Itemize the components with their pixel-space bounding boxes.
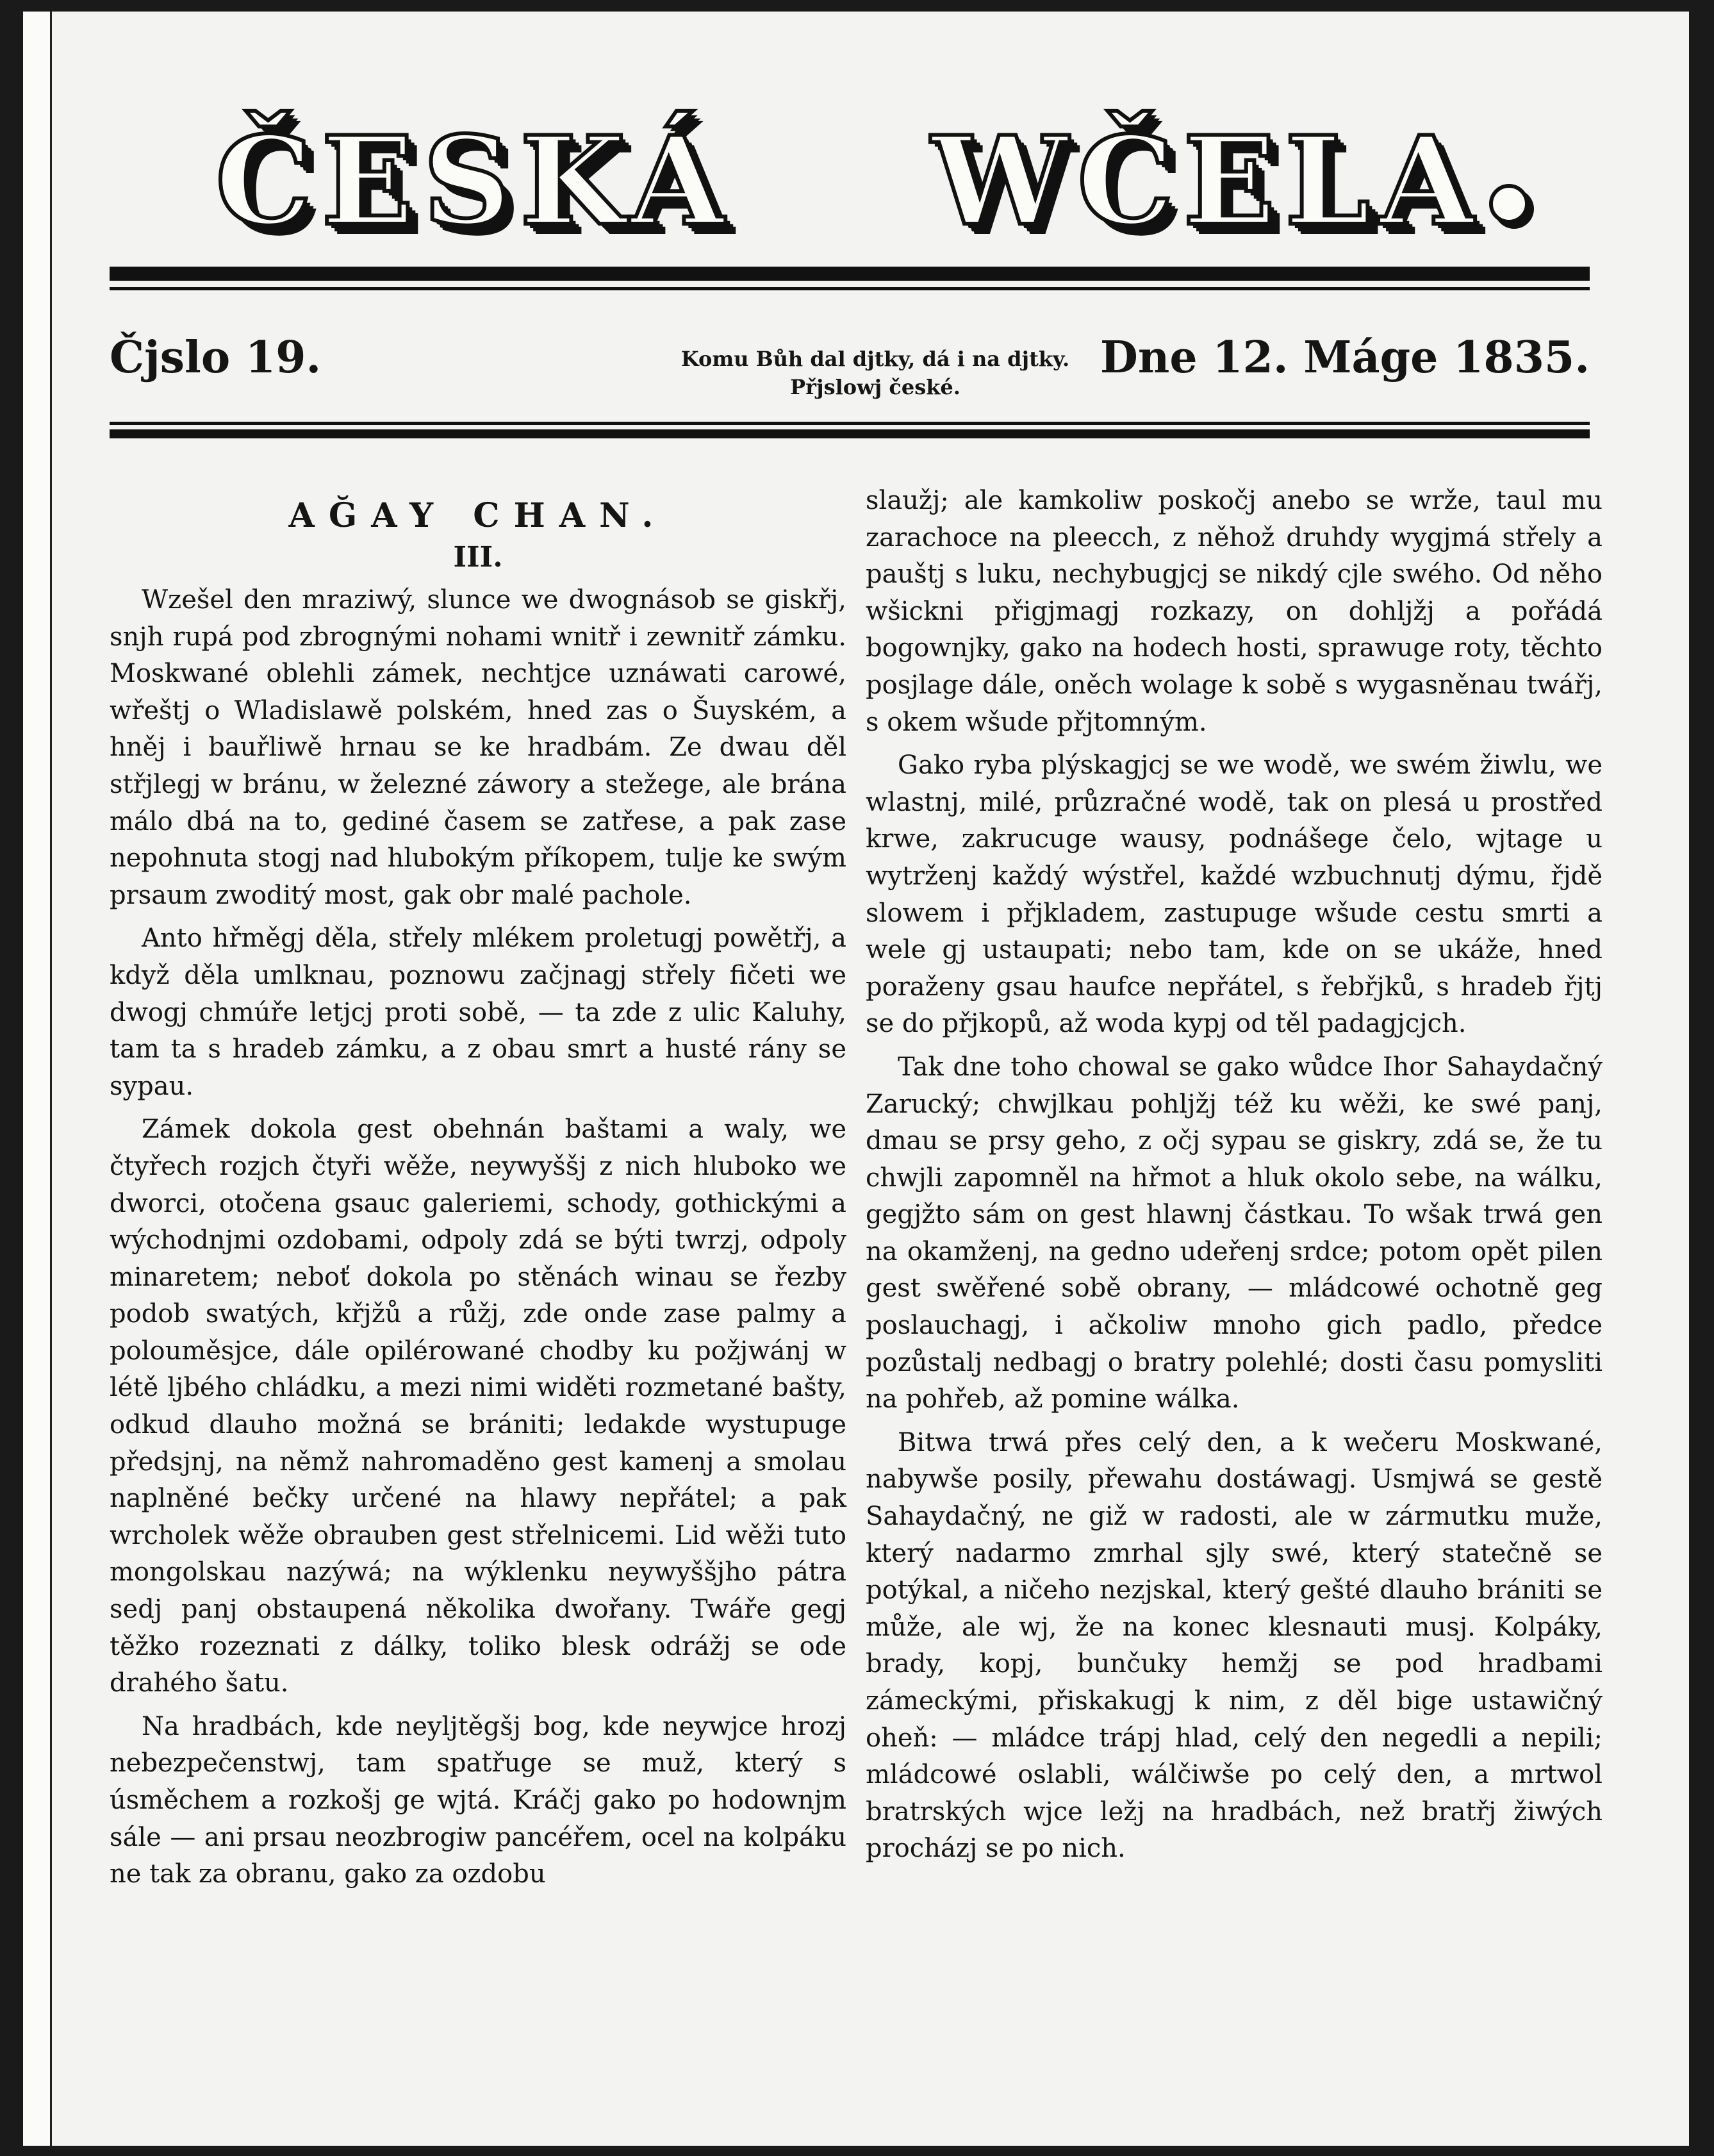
header-rule-bottom: [110, 429, 1590, 438]
paragraph: slaužj; ale kamkoliw poskočj anebo se wrže, taul mu zarachoce na pleecch, z něhož druhdy wygjmá střely a pauštj s luku, nechybugjcj se nikdý cjle swého. Od něho wšickni přigjmagj rozkazy, on dohljžj a pořádá bogownjky, gako na hodech hosti, sprawuge roty, těchto posjlage dále, oněch wolage k sobě s wygasněnau twářj, s okem wšude přjtomným.: [866, 486, 1603, 737]
header-rule-top-thin: [110, 287, 1590, 290]
article-title: AĞAY CHAN.: [288, 496, 668, 535]
paragraph: Anto hřměgj děla, střely mlékem proletugj powětřj, a když děla umlknau, poznowu začjnagj střely fičeti we dwogj chmúře letjcj proti sobě, — ta zde z ulic Kaluhy, tam ta s hradeb zámku, a z obau smrt a husté rány se sypau.: [110, 924, 846, 1101]
paragraph: Tak dne toho chowal se gako wůdce Ihor Sahaydačný Zarucký; chwjlkau pohljžj též ku wěži, ke swé panj, dmau se prsy geho, z očj sypau se giskry, zdá se, že tu chwjli zapomněl na hřmot a hluk okolo sebe, na wálku, gegjžto sám on gest hlawnj částkau. To wšak trwá gen na okamženj, na gedno udeřenj srdce; potom opět pilen gest swěřené sobě obrany, — mládcowé ochotně geg poslauchagj, i ačkoliw mnoho gich padlo, předce pozůstalj nedbagj o bratry polehlé; dosti času pomysliti na pohřeb, až pomine wálka.: [866, 1052, 1603, 1414]
motto-line-1: Komu Bůh dal djtky, dá i na djtky.: [680, 347, 1070, 371]
masthead-word-2-text: WČELA: [931, 110, 1483, 253]
paragraph: Bitwa trwá přes celý den, a k wečeru Moskwané, nabywše posily, přewahu dostáwagj. Usmjwá se gestě Sahaydačný, ne giž w radosti, ale w zármutku muže, který nadarmo zmrhal sjly swé, který statečně se potýkal, a ničeho nezjskal, který gešté dlauho brániti se může, ale wj, že na konec klesnauti musj. Kolpáky, brady, kopj, bunčuky hemžj se pod hradbami zámeckými, přiskakugj k nim, z děl bige ustawičný oheň: — mládce trápj hlad, celý den negedli a nepili; mládcowé oslabli, wálčiwše po celý den, a mrtwol bratrských wjce ležj na hradbách, než bratřj žiwých procházj se po nich.: [866, 1427, 1603, 1864]
chapter-number: III.: [453, 541, 503, 574]
issue-number: Čjslo 19.: [110, 332, 322, 383]
page-edge: [23, 12, 52, 2146]
motto: [638, 345, 1112, 401]
issue-date: Dne 12. Máge 1835.: [1100, 332, 1590, 383]
paragraph: Wzešel den mraziwý, slunce we dwognásob se giskřj, snjh rupá pod zbrognými nohami wnitř i zewnitř zámku. Moskwané oblehli zámek, nechtjce uznáwati carowé, wřeštj o Wladislawě polském, hned zas o Šuyském, a hněj i bauřliwě hrnau se ke hradbám. Ze dwau děl střjlegj w bránu, w železné záwory a stežege, ale brána málo dbá na to, gediné časem se zatřese, a pak zase nepohnuta stogj nad hlubokým příkopem, tulje ke swým prsaum zwoditý most, gak obr malé pachole.: [110, 585, 846, 910]
newspaper-page: [23, 12, 1689, 2146]
motto-source: Přjslowj české.: [790, 375, 960, 399]
masthead-dot: [1489, 184, 1529, 224]
masthead-word-1: ČESKÁ: [215, 110, 734, 253]
paragraph: Gako ryba plýskagjcj se we wodě, we swém žiwlu, we wlastnj, milé, průzračné wodě, tak on plesá u prostřed krwe, zakrucuge wausy, podnášege čelo, wjtage u wytrženj každý wýstřel, každé wzbuchnutj dýmu, řjdě slowem i přjkladem, zastupuge wšude cestu smrti a wele gj ustaupati; nebo tam, kde on se ukáže, hned poraženy gsau haufce nepřátel, s řebřjků, s hradeb řjtj se do přjkopů, až woda kypj od těl padagjcjch.: [866, 750, 1603, 1039]
paragraph: Na hradbách, kde neyljtěgšj bog, kde neywjce hrozj nebezpečenstwj, tam spatřuge se muž, který s úsměchem a rozkošj ge wjtá. Kráčj gako po hodownjm sále — ani prsau neozbrogiw pancéřem, ocel na kolpáku ne tak za obranu, gako za ozdobu: [110, 1711, 846, 1889]
header-rule-bottom-thin: [110, 422, 1590, 425]
masthead-word-2: [931, 110, 1529, 253]
header-rule-top: [110, 267, 1590, 281]
masthead: [215, 101, 1529, 261]
column-left: [110, 486, 846, 1893]
paragraph: Zámek dokola gest obehnán baštami a waly, we čtyřech rozjch čtyři wěže, neywyššj z nich hluboko we dworci, otočena gsauc galeriemi, schody, gothickými a wýchodnjmi ozdobami, odpoly zdá se býti twrzj, odpoly minaretem; neboť dokola po stěnách winau se řezby podob swatých, křjžů a růžj, zde onde zase palmy a polouměsjce, dále opilérowané chodby ku požjwánj w létě ljbého chládku, a mezi nimi widěti rozmetané bašty, odkud dlauho možná se brániti; ledakde wystupuge předsjnj, na němž nahromaděno gest kamenj a smolau naplněné bečky určené na hlawy nepřátel; a pak wrcholek wěže obrauben gest střelnicemi. Lid wěži tuto mongolskau nazýwá; na wýklenku neywyššjho pátra sedj panj obstaupená několika dwořany. Twáře gegj těžko rozeznati z dálky, toliko blesk odrážj se ode drahého šatu.: [110, 1115, 846, 1698]
column-right: [866, 483, 1603, 1868]
